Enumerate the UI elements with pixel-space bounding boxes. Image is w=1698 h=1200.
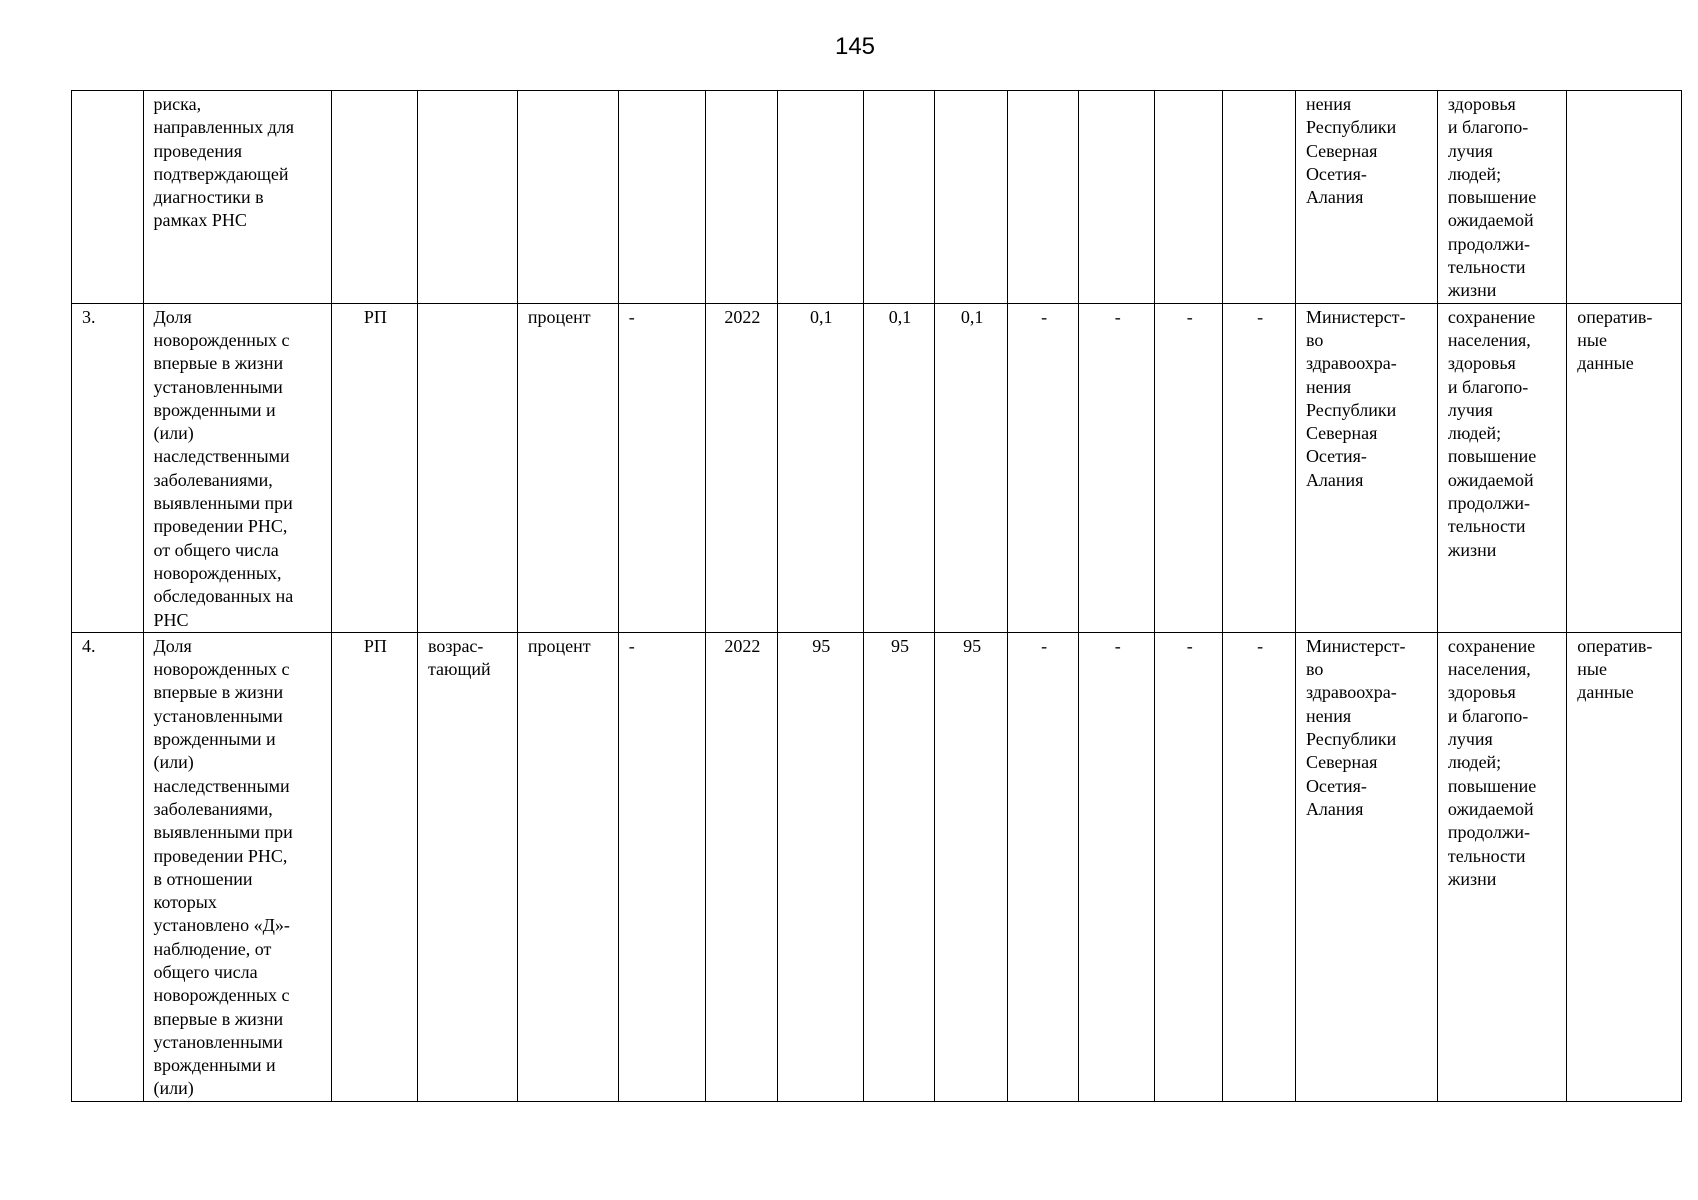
- cell-goal: сохранение населения, здоровья и благопо- лучия людей; повышение ожидаемой продолжи- тельности жизни: [1437, 632, 1566, 1101]
- cell-value-1: [777, 91, 863, 304]
- cell-unit: процент: [517, 632, 618, 1101]
- page-number: 145: [834, 33, 876, 60]
- cell-value-7: -: [1223, 303, 1296, 632]
- cell-goal: сохранение населения, здоровья и благопо- лучия людей; повышение ожидаемой продолжи- тельности жизни: [1437, 303, 1566, 632]
- cell-value-3: [935, 91, 1008, 304]
- cell-value-2: 95: [863, 632, 935, 1101]
- cell-value-6: -: [1155, 303, 1223, 632]
- cell-value-3: 0,1: [935, 303, 1008, 632]
- cell-base-year: [706, 91, 778, 304]
- cell-base-year: 2022: [706, 632, 778, 1101]
- cell-value-1: 0,1: [777, 303, 863, 632]
- cell-responsible: нения Республики Северная Осетия- Алания: [1295, 91, 1437, 304]
- cell-value-3: 95: [935, 632, 1008, 1101]
- cell-indicator-name: Доля новорожденных с впервые в жизни установленными врожденными и (или) наследственными заболеваниями, выявленными при проведении РНС, от общего числа новорожденных, обследованных на РНС: [143, 303, 331, 632]
- cell-value-2: [863, 91, 935, 304]
- cell-value-7: -: [1223, 632, 1296, 1101]
- cell-number: [72, 91, 144, 304]
- cell-level: [331, 91, 417, 304]
- cell-unit: [517, 91, 618, 304]
- cell-value-4: [1007, 91, 1079, 304]
- table-row: [72, 91, 1682, 304]
- cell-goal: здоровья и благопо- лучия людей; повышение ожидаемой продолжи- тельности жизни: [1437, 91, 1566, 304]
- cell-responsible: Министерст- во здравоохра- нения Республики Северная Осетия- Алания: [1295, 632, 1437, 1101]
- cell-value-5: [1079, 91, 1155, 304]
- indicator-table: [71, 90, 1682, 1102]
- cell-value-1: 95: [777, 632, 863, 1101]
- cell-indicator-name: риска, направленных для проведения подтверждающей диагностики в рамках РНС: [143, 91, 331, 304]
- cell-level: РП: [331, 632, 417, 1101]
- cell-value-6: [1155, 91, 1223, 304]
- cell-value-5: -: [1079, 632, 1155, 1101]
- cell-value-2: 0,1: [863, 303, 935, 632]
- cell-indicator-name: Доля новорожденных с впервые в жизни установленными врожденными и (или) наследственными заболеваниями, выявленными при проведении РНС, в отношении которых установлено «Д»- наблюдение, от общего числа новорожденных с впервые в жизни установленными врожденными и (или): [143, 632, 331, 1101]
- cell-base-year: 2022: [706, 303, 778, 632]
- cell-source: оператив- ные данные: [1567, 632, 1682, 1101]
- cell-value-7: [1223, 91, 1296, 304]
- cell-unit: процент: [517, 303, 618, 632]
- cell-source: [1567, 91, 1682, 304]
- table-row: [72, 303, 1682, 632]
- cell-number: 4.: [72, 632, 144, 1101]
- cell-trend: [417, 91, 517, 304]
- cell-level: РП: [331, 303, 417, 632]
- cell-value-5: -: [1079, 303, 1155, 632]
- cell-value-4: -: [1007, 632, 1079, 1101]
- cell-base-value: -: [618, 303, 705, 632]
- cell-trend: [417, 303, 517, 632]
- cell-value-6: -: [1155, 632, 1223, 1101]
- cell-trend: возрас- тающий: [417, 632, 517, 1101]
- cell-base-value: -: [618, 632, 705, 1101]
- cell-value-4: -: [1007, 303, 1079, 632]
- cell-responsible: Министерст- во здравоохра- нения Республики Северная Осетия- Алания: [1295, 303, 1437, 632]
- table-row: [72, 632, 1682, 1101]
- cell-number: 3.: [72, 303, 144, 632]
- cell-base-value: [618, 91, 705, 304]
- cell-source: оператив- ные данные: [1567, 303, 1682, 632]
